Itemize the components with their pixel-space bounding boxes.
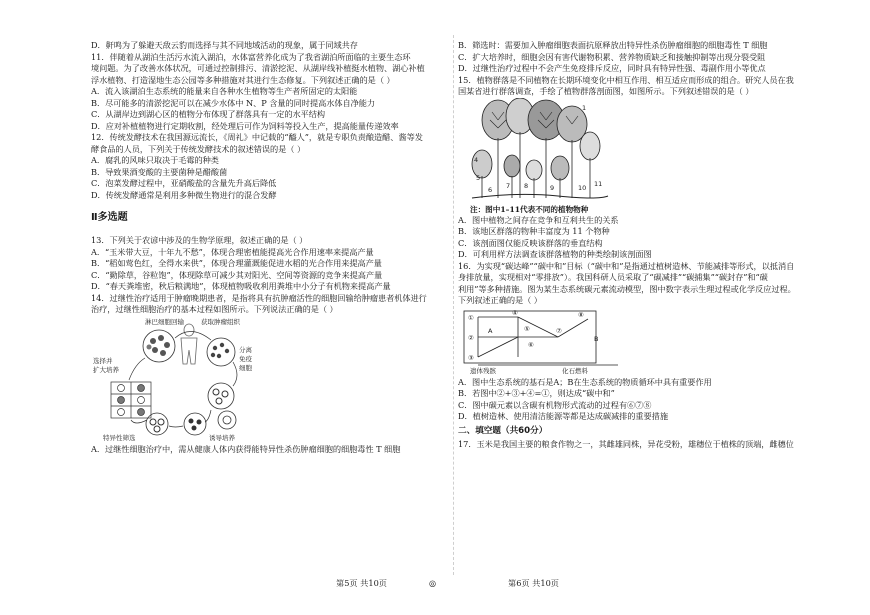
- svg-text:⑧: ⑧: [578, 310, 584, 319]
- text-line: 15．植物群落是不同植物在长期环境变化中相互作用、相互适应而形成的组合。研究人员在我: [458, 74, 794, 85]
- text-line: 国某省进行群落调查，手绘了植物群落剖面图，如图所示。下列叙述错误的是（ ）: [458, 86, 754, 96]
- text-line: 16．为实现“碳达峰”“碳中和”目标（“碳中和”是指通过植树造林、节能减排等形式，以抵消自: [458, 260, 795, 271]
- human-body: [181, 324, 197, 364]
- text-line: A．图中生态系统的基石是A；B在生态系统的物质循环中具有重要作用: [458, 376, 712, 387]
- text-line: 酵食品的人员，下列关于传统发酵技术的叙述错误的是（ ）: [91, 143, 306, 154]
- svg-text:4: 4: [474, 155, 479, 164]
- column-divider: [453, 35, 454, 575]
- cell-therapy-figure: [91, 316, 449, 444]
- right-column: [458, 40, 816, 450]
- svg-text:8: 8: [524, 181, 529, 190]
- text-line: 12．传统发酵技术在我国源远流长，《周礼》中记载的“醯人”，就是专职负责酿造醋、酱等发: [91, 132, 423, 142]
- lymphocyte-cluster: [143, 330, 175, 362]
- page-footer: [0, 578, 870, 594]
- svg-text:⑤: ⑤: [524, 324, 530, 333]
- svg-text:1: 1: [582, 103, 587, 112]
- text-line: A．过继性细胞治疗中，需从健康人体内获得能特异性杀伤肿瘤细胞的细胞毒性 T 细胞: [91, 443, 401, 454]
- svg-text:⑦: ⑦: [556, 326, 562, 335]
- label-remains: 遗体残骸: [470, 366, 496, 375]
- text-line: C．该剖面图仅能反映该群落的垂直结构: [458, 237, 603, 248]
- svg-text:B: B: [594, 334, 599, 343]
- text-line: D．传统发酵通常是利用多种微生物进行的混合发酵: [91, 189, 277, 200]
- screen-dish: [146, 413, 168, 435]
- label-immune: 免疫: [239, 354, 252, 363]
- text-line: 13．下列关于农谚中涉及的生物学原理，叙述正确的是（ ）: [91, 235, 308, 245]
- label-select: 选择并: [93, 356, 113, 365]
- text-line: D．鼾鸣为了躲避天敌云豹而选择与其不同地域活动的现象，属于同域共存: [91, 40, 358, 50]
- label-lymph-return: 淋巴细胞回输: [145, 317, 184, 326]
- text-line: B．该地区群落的物种丰富度为 11 个物种: [458, 226, 610, 236]
- text-line: 境问题。为了改善水体状况，可通过控制排污、清淤挖泥、从湖岸线补植挺水植物、湖心补植: [91, 63, 425, 73]
- text-line: 治疗，过继性细胞治疗的基本过程如图所示。下列说法正确的是（ ）: [91, 304, 338, 314]
- label-expand: 扩大培养: [93, 365, 119, 374]
- section-title: 二、填空题（共60分）: [458, 425, 548, 436]
- text-line: D．“春天粪堆密，秋后粮满地”，体现植物吸收利用粪堆中小分子有机物来提高产量: [91, 281, 391, 291]
- label-induce: 诱导培养: [209, 433, 235, 442]
- text-line: D．植树造林、使用清洁能源等都是达成碳减排的重要措施: [458, 411, 668, 421]
- carbon-flow-figure: [458, 307, 816, 377]
- text-line: D．过继性治疗过程中不会产生免疫排斥反应，同时具有特异性强、毒副作用小等优点: [458, 63, 766, 73]
- text-line: B．导致果酒变酸的主要菌种是醋酸菌: [91, 166, 228, 177]
- svg-text:④: ④: [512, 308, 518, 317]
- footer-center: ◎: [429, 578, 437, 588]
- text-line: 利用”等多种措施。图为某生态系统碳元素流动模型，图中数字表示生理过程或化学反应过程。: [458, 283, 796, 294]
- text-line: 17．玉米是我国主要的粮食作物之一，其雌雄同株，异花受粉，雄穗位于植株的顶端，雌穗位: [458, 438, 794, 449]
- selection-grid: [111, 382, 151, 418]
- svg-text:③: ③: [468, 353, 474, 362]
- svg-text:7: 7: [506, 181, 511, 190]
- plant-community-figure: [458, 98, 816, 204]
- text-line: 浮水植物、打造湿地生态公园等多种措施对其进行生态修复。下列叙述正确的是（ ）: [91, 74, 395, 85]
- section-title: Ⅱ多选题: [91, 212, 128, 223]
- text-line: C．泡菜发酵过程中，亚硝酸盐的含量先升高后降低: [91, 178, 277, 188]
- text-line: A．图中植物之间存在竞争和互利共生的关系: [458, 214, 619, 225]
- text-line: 下列叙述正确的是（ ）: [458, 295, 542, 305]
- text-line: D．可利用样方法调查该群落植物的种类绘制该剖面图: [458, 249, 652, 259]
- immune-cell-dish: [208, 383, 234, 409]
- text-line: C．图中碳元素以含碳有机物形式流动的过程有⑥⑦⑧: [458, 399, 652, 410]
- label-get-tumor: 获取肿瘤组织: [201, 317, 240, 326]
- svg-text:10: 10: [578, 183, 587, 192]
- text-line: 14．过继性治疗适用于肿瘤晚期患者，是指将具有抗肿瘤活性的细胞回输给肿瘤患者机体进行: [91, 292, 427, 303]
- text-line: A．流入该湖泊生态系统的能量来自各种水生植物等生产者所固定的太阳能: [91, 86, 358, 96]
- label-separate: 分离: [239, 345, 252, 354]
- label-cell: 细胞: [239, 363, 252, 372]
- svg-text:6: 6: [488, 185, 493, 194]
- text-line: B．若图中②+③+④=①，则达成“碳中和”: [458, 388, 615, 398]
- text-line: B．尽可能多的清淤挖泥可以在减少水体中 N、P 含量的同时提高水体自净能力: [91, 97, 376, 108]
- text-line: C．从湖岸边到湖心区的植物分布体现了群落具有一定的水平结构: [91, 109, 326, 119]
- text-line: 身排放量，实现相对“零排放”）。我国科研人员采取了“碳减排”“碳捕集”“碳封存”和“碳: [458, 272, 768, 282]
- footer-left: 第5页 共10页: [336, 578, 387, 588]
- footer-right: 第6页 共10页: [508, 578, 559, 588]
- svg-text:9: 9: [550, 183, 555, 192]
- label-specific-screen: 特异性筛选: [103, 433, 136, 442]
- text-line: B．筛选时：需要加入肿瘤细胞表面抗原释放出特异性杀伤肿瘤细胞的细胞毒性 T 细胞: [458, 40, 768, 50]
- text-line: 11．伴随着从湖泊生活污水流入湖泊，水体富营养化成为了我省湖泊所面临的主要生态环: [91, 51, 411, 62]
- svg-text:A: A: [488, 326, 493, 335]
- text-line: B．“稻如莺色红，全得水来供”，体现合理灌溉能促进水稻的光合作用来提高产量: [91, 258, 382, 268]
- figure-note: 注：图中1–11代表不同的植物物种: [470, 204, 589, 214]
- svg-text:①: ①: [468, 313, 474, 322]
- text-line: C．“勤除草，谷粒饱”，体现除草可减少其对阳光、空间等资源的竞争来提高产量: [91, 269, 383, 280]
- text-line: A．腐乳的风味只取决于毛霉的种类: [91, 155, 219, 165]
- label-fossil-fuel: 化石燃料: [562, 366, 588, 375]
- svg-text:5: 5: [476, 173, 481, 182]
- text-line: A．“玉米带大豆，十年九不愁”，体现合理密植能提高光合作用速率来提高产量: [91, 246, 374, 257]
- svg-text:⑥: ⑥: [528, 340, 534, 349]
- svg-text:11: 11: [594, 179, 603, 188]
- tumor-tissue: [207, 338, 235, 366]
- svg-text:②: ②: [468, 333, 474, 342]
- text-line: C．扩大培养时，细胞会因有害代谢物积累、营养物质缺乏和接触抑制等出现分裂受阻: [458, 51, 766, 62]
- left-column: [91, 40, 449, 455]
- text-line: D．应对补植植物进行定期收割，经处理后可作为饲料等投入生产，提高能量传递效率: [91, 120, 399, 131]
